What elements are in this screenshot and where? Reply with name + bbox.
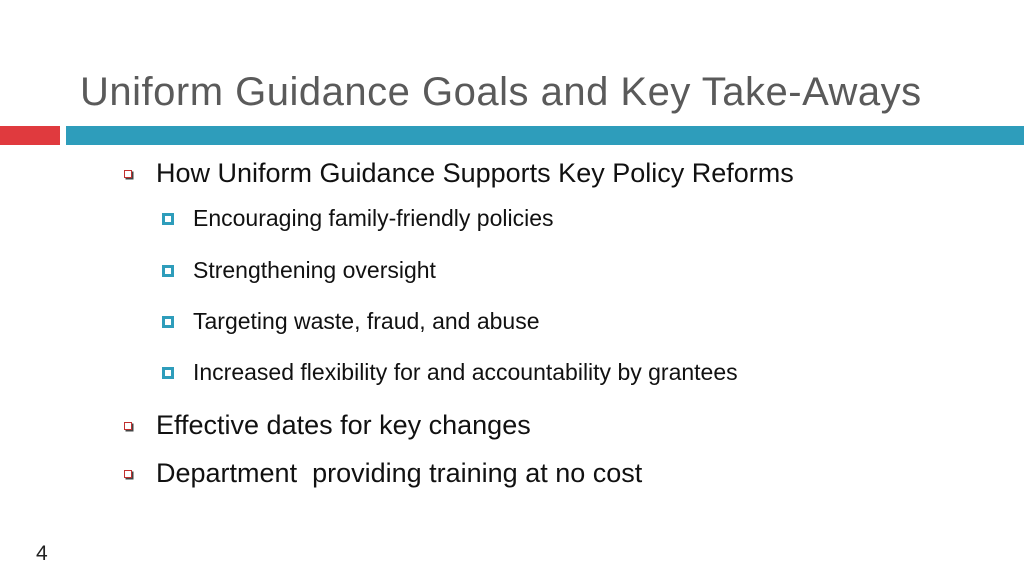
bullet-item-effective-dates	[124, 410, 531, 441]
sub-bullet-text: Targeting waste, fraud, and abuse	[193, 308, 540, 334]
sub-bullet-text: Increased flexibility for and accountability by grantees	[193, 359, 738, 385]
bullet-text: How Uniform Guidance Supports Key Policy Reforms	[156, 158, 794, 188]
teal-square-bullet-icon	[162, 213, 174, 225]
sub-bullet-item-oversight	[162, 257, 436, 284]
bullet-text: Department providing training at no cost	[156, 458, 643, 488]
teal-square-bullet-icon	[162, 265, 174, 277]
bullet-item-training	[124, 458, 642, 489]
square-outline-bullet-icon	[124, 422, 132, 430]
sub-bullet-item-family-friendly	[162, 205, 554, 232]
sub-bullet-item-flexibility	[162, 359, 738, 386]
sub-bullet-text: Strengthening oversight	[193, 257, 436, 283]
teal-square-bullet-icon	[162, 316, 174, 328]
bullet-item-policy-reforms	[124, 158, 794, 189]
slide-title: Uniform Guidance Goals and Key Take-Aways	[80, 70, 922, 114]
teal-square-bullet-icon	[162, 367, 174, 379]
bullet-text: Effective dates for key changes	[156, 410, 531, 440]
sub-bullet-text: Encouraging family-friendly policies	[193, 205, 554, 231]
page-number: 4	[36, 542, 48, 565]
square-outline-bullet-icon	[124, 470, 132, 478]
square-outline-bullet-icon	[124, 170, 132, 178]
sub-bullet-item-waste-fraud	[162, 308, 540, 335]
